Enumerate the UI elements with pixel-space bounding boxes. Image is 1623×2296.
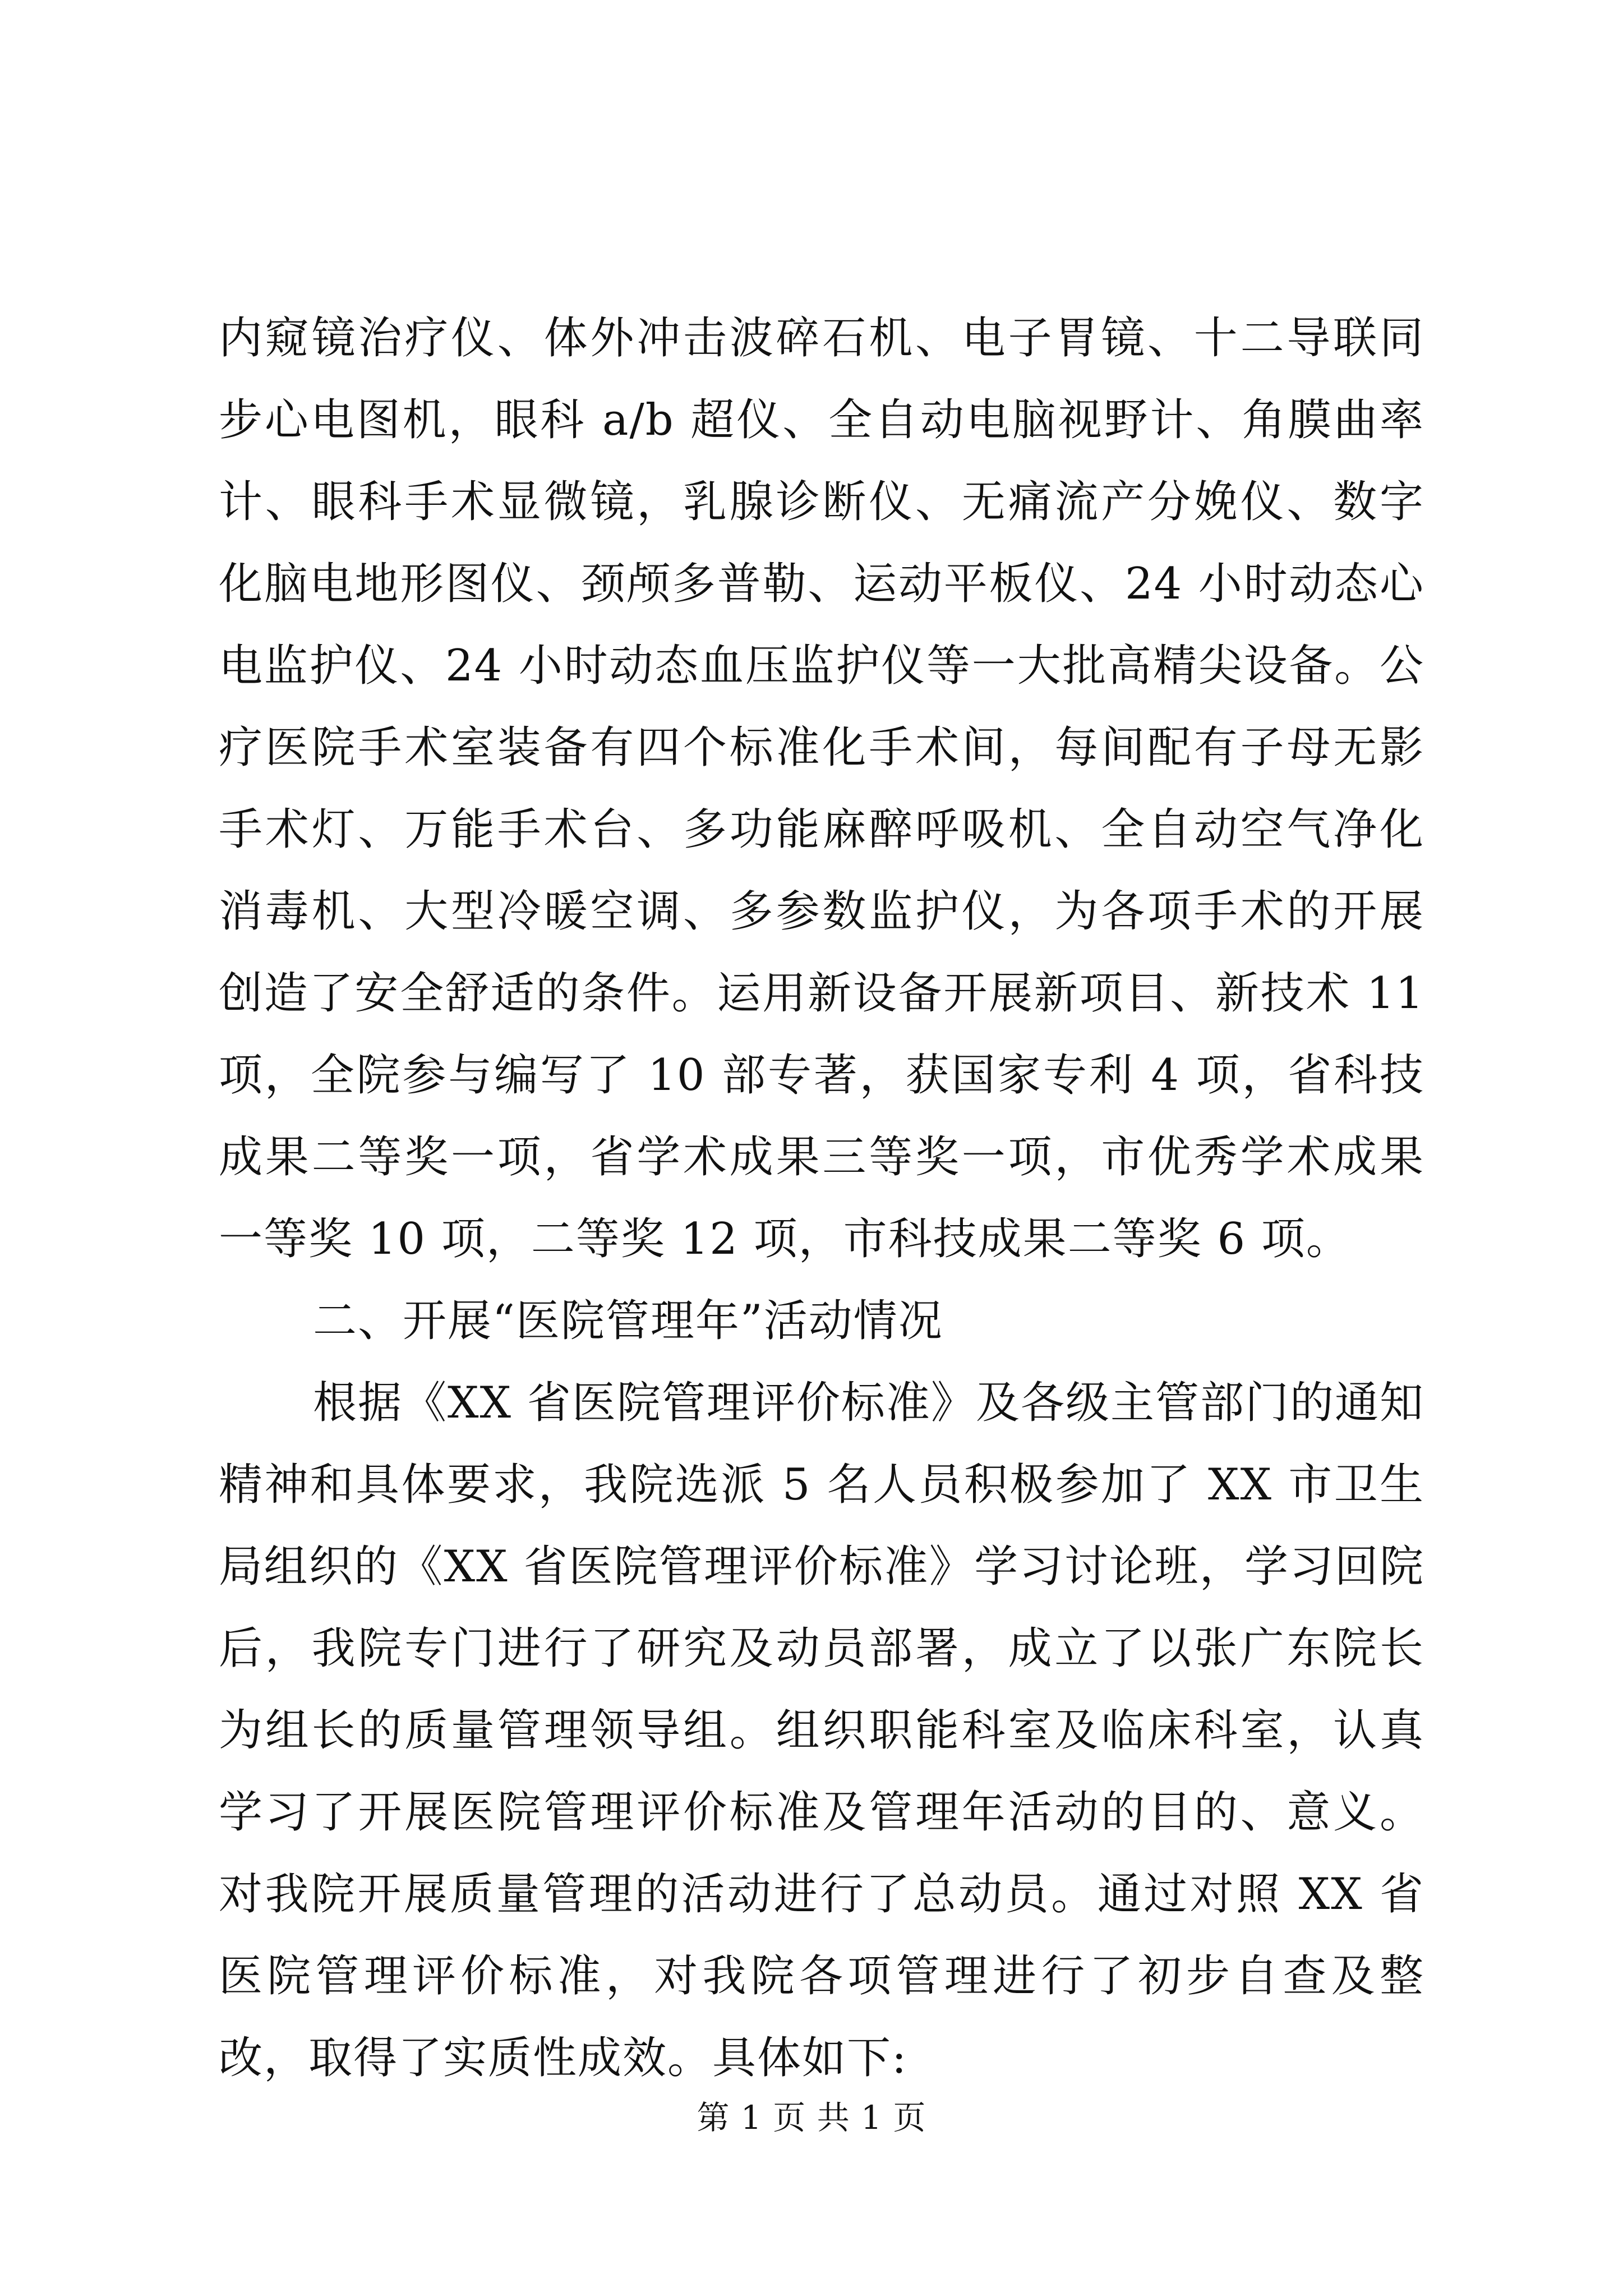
section-heading-hospital-management-year: 二、开展“医院管理年”活动情况 bbox=[313, 1296, 943, 1346]
document-body bbox=[219, 297, 1424, 2099]
paragraph-equipment-achievements: 内窥镜治疗仪、体外冲击波碎石机、电子胃镜、十二导联同步心电图机，眼科 a/b 超仪、全自动电脑视野计、角膜曲率计、眼科手术显微镜，乳腺诊断仪、无痛流产分娩仪、数字化脑电地形图仪、颈颅多普勒、运动平板仪、24 小时动态心电监护仪、24 小时动态血压监护仪等一大批高精尖设备。公疗医院手术室装备有四个标准化手术间，每间配有子母无影手术灯、万能手术台、多功能麻醉呼吸机、全自动空气净化消毒机、大型冷暖空调、多参数监护仪，为各项手术的开展创造了安全舒适的条件。运用新设备开展新项目、新技术 11 项，全院参与编写了 10 部专著，获国家专利 4 项，省科技成果二等奖一项，省学术成果三等奖一项，市优秀学术成果一等奖 10 项，二等奖 12 项，市科技成果二等奖 6 项。 bbox=[219, 313, 1424, 1264]
page-footer: 第 1 页 共 1 页 bbox=[697, 2099, 926, 2137]
paragraph-management-evaluation: 根据《XX 省医院管理评价标准》及各级主管部门的通知精神和具体要求，我院选派 5 名人员积极参加了 XX 市卫生局组织的《XX 省医院管理评价标准》学习讨论班，学习回院后，我院专门进行了研究及动员部署，成立了以张广东院长为组长的质量管理领导组。组织职能科室及临床科室，认真学习了开展医院管理评价标准及管理年活动的目的、意义。对我院开展质量管理的活动进行了总动员。通过对照 XX 省医院管理评价标准，对我院各项管理进行了初步自查及整改，取得了实质性成效。具体如下: bbox=[219, 1378, 1424, 2083]
